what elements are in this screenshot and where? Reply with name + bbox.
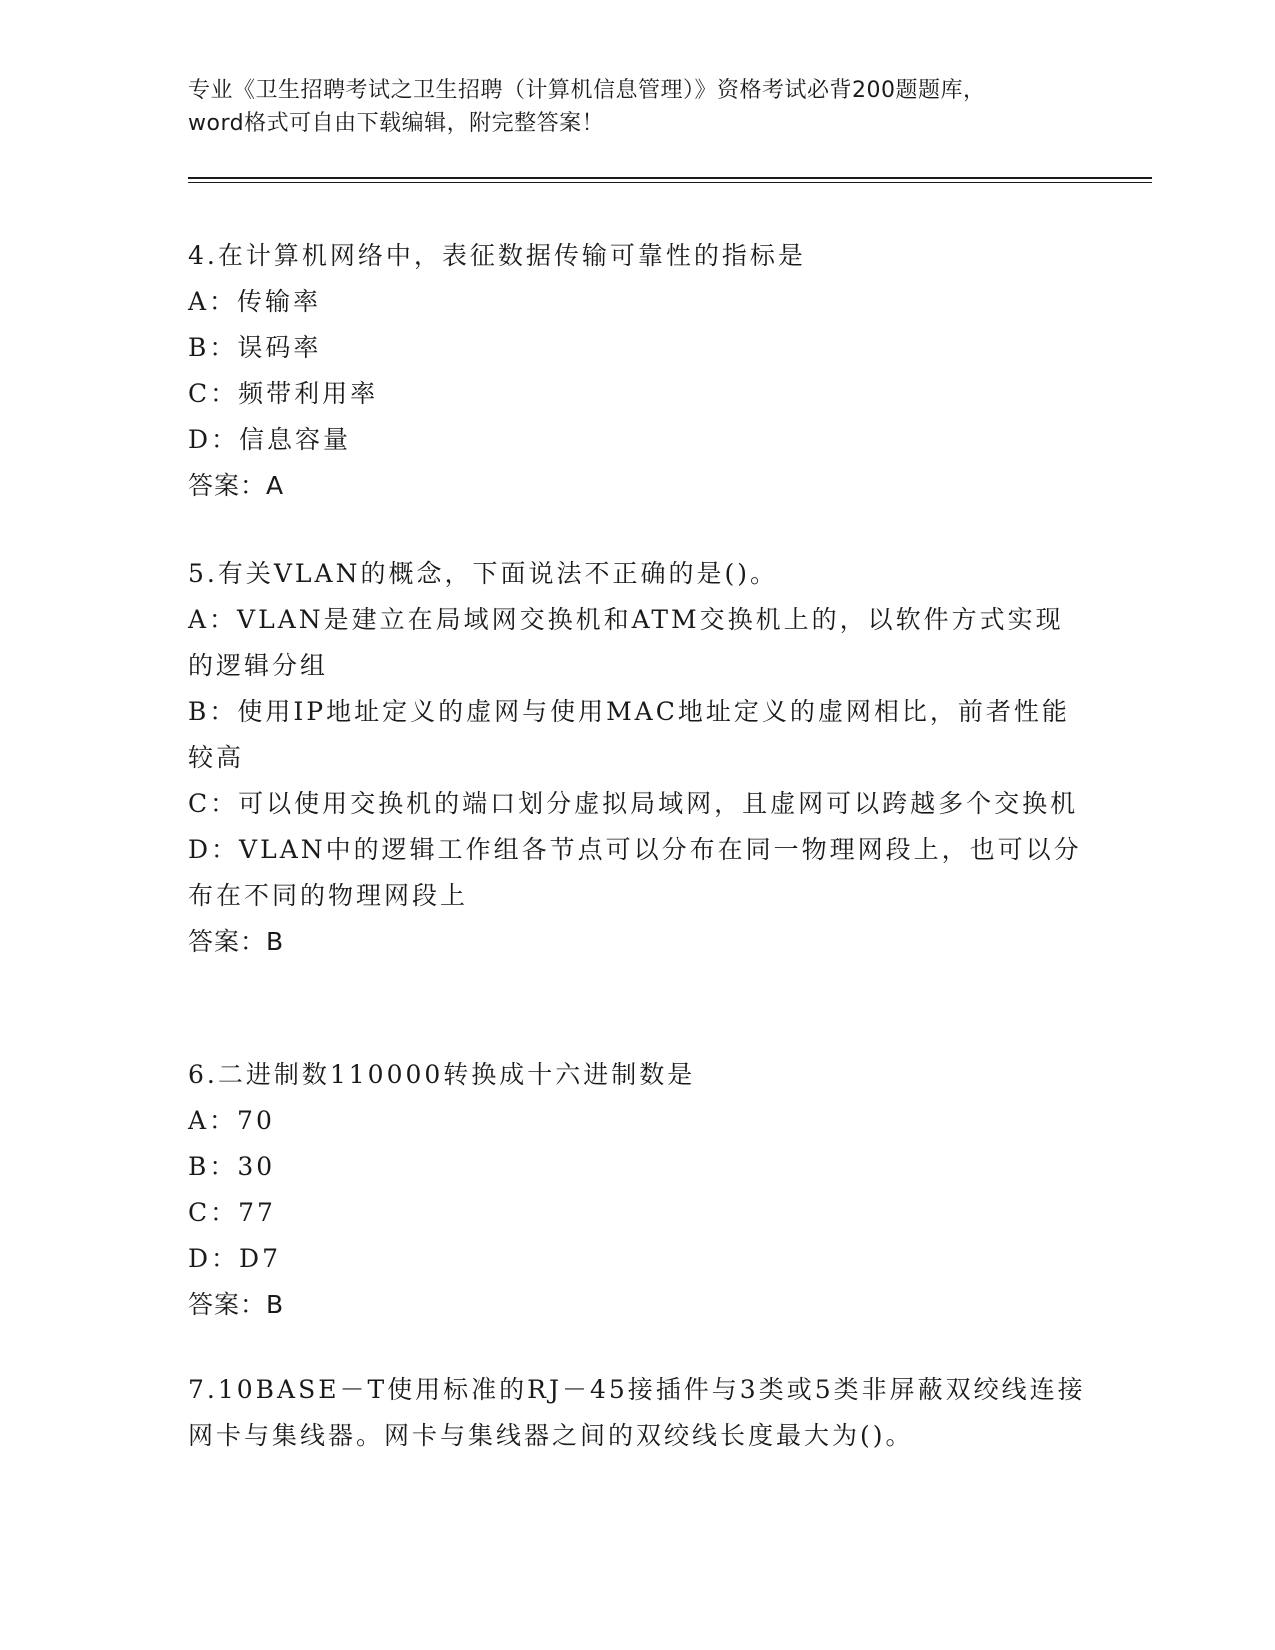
question-stem: 6.二进制数110000转换成十六进制数是: [188, 1060, 696, 1089]
question-stem: 4.在计算机网络中，表征数据传输可靠性的指标是: [188, 241, 806, 270]
option-d: D：VLAN中的逻辑工作组各节点可以分布在同一物理网段上，也可以分布在不同的物理网段上: [188, 835, 1082, 910]
answer: 答案：B: [188, 1290, 285, 1319]
answer: 答案：B: [188, 927, 285, 956]
question-7: [188, 1367, 1108, 1459]
option-b: B：误码率: [188, 333, 322, 362]
option-c: C：77: [188, 1198, 276, 1227]
header-divider-thin: [188, 182, 1152, 183]
question-stem: 7.10BASE－T使用标准的RJ－45接插件与3类或5类非屏蔽双绞线连接网卡与集线器。网卡与集线器之间的双绞线长度最大为()。: [188, 1375, 1086, 1450]
option-d: D：信息容量: [188, 425, 352, 454]
option-a: A：70: [188, 1106, 275, 1135]
header-line-1: 专业《卫生招聘考试之卫生招聘（计算机信息管理）》资格考试必背200题题库，: [188, 78, 986, 103]
option-b: B：使用IP地址定义的虚网与使用MAC地址定义的虚网相比，前者性能较高: [188, 697, 1070, 772]
question-4: [188, 233, 1108, 509]
option-c: C：频带利用率: [188, 379, 379, 408]
option-a: A：传输率: [188, 287, 322, 316]
question-5: [188, 551, 1108, 965]
document-header: [188, 74, 1088, 140]
option-d: D：D7: [188, 1244, 281, 1273]
option-c: C：可以使用交换机的端口划分虚拟局域网，且虚网可以跨越多个交换机: [188, 789, 1079, 818]
question-6: [188, 1052, 1108, 1328]
header-line-2: word格式可自由下载编辑，附完整答案！: [188, 111, 605, 136]
header-divider-thick: [188, 177, 1152, 179]
question-stem: 5.有关VLAN的概念，下面说法不正确的是()。: [188, 559, 778, 588]
option-a: A：VLAN是建立在局域网交换机和ATM交换机上的，以软件方式实现的逻辑分组: [188, 605, 1064, 680]
answer: 答案：A: [188, 471, 285, 500]
option-b: B：30: [188, 1152, 276, 1181]
